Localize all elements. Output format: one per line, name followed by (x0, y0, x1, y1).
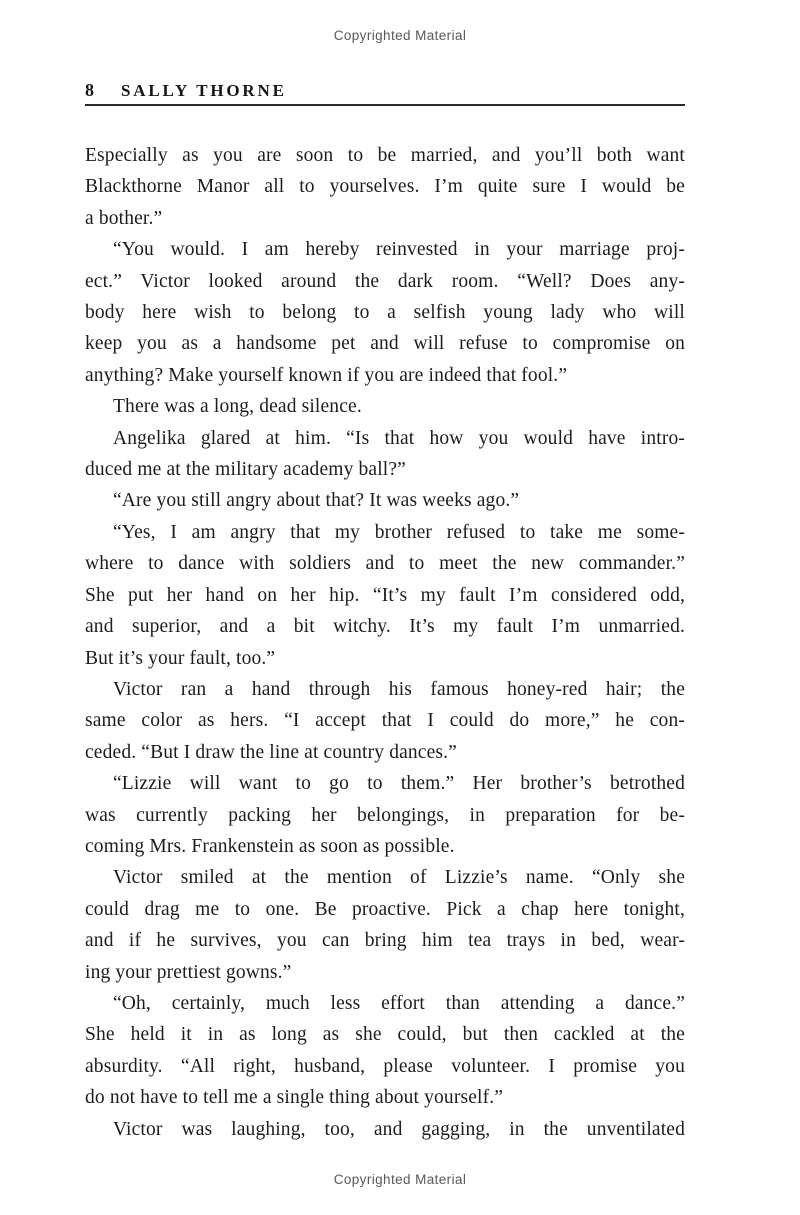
text-line: Angelika glared at him. “Is that how you would have intro- (113, 427, 685, 449)
text-line: “Yes, I am angry that my brother refused to take me some- (113, 521, 685, 543)
author-name: SALLY THORNE (121, 81, 287, 100)
text-line: ect.” Victor looked around the dark room. “Well? Does any- (85, 270, 685, 292)
text-line: was currently packing her belongings, in preparation for be- (85, 804, 685, 826)
text-line: She held it in as long as she could, but then cackled at the (85, 1024, 685, 1046)
copyright-notice-bottom: Copyrighted Material (333, 1172, 467, 1187)
text-line: same color as hers. “I accept that I could do more,” he con- (85, 710, 685, 732)
text-line: “Are you still angry about that? It was weeks ago.” (113, 490, 520, 512)
text-line: absurdity. “All right, husband, please volunteer. I promise you (85, 1055, 685, 1077)
text-line: ing your prettiest gowns.” (85, 961, 292, 983)
text-line: and superior, and a bit witchy. It’s my fault I’m unmarried. (85, 616, 685, 638)
text-line: “You would. I am hereby reinvested in your marriage proj- (113, 239, 685, 261)
text-line: “Lizzie will want to go to them.” Her brother’s betrothed (113, 773, 685, 795)
text-line: where to dance with soldiers and to meet the new commander.” (85, 553, 685, 575)
text-line: Victor ran a hand through his famous honey-red hair; the (113, 678, 685, 700)
text-line: do not have to tell me a single thing about yourself.” (85, 1087, 504, 1109)
text-line: She put her hand on her hip. “It’s my fault I’m considered odd, (85, 584, 685, 606)
text-line: duced me at the military academy ball?” (85, 459, 406, 481)
text-line: But it’s your fault, too.” (85, 647, 276, 669)
text-line: and if he survives, you can bring him tea trays in bed, wear- (85, 930, 685, 952)
text-line: keep you as a handsome pet and will refuse to compromise on (85, 333, 685, 355)
text-line: could drag me to one. Be proactive. Pick a chap here tonight, (85, 898, 685, 920)
text-line: Victor smiled at the mention of Lizzie’s name. “Only she (113, 867, 685, 889)
text-line: “Oh, certainly, much less effort than attending a dance.” (113, 992, 685, 1014)
text-line: There was a long, dead silence. (113, 396, 362, 418)
copyright-notice-top: Copyrighted Material (333, 28, 467, 43)
text-line: coming Mrs. Frankenstein as soon as possible. (85, 835, 455, 857)
page-number: 8 (85, 80, 95, 100)
text-line: ceded. “But I draw the line at country dances.” (85, 741, 457, 763)
header-rule (85, 104, 685, 106)
text-line: a bother.” (85, 207, 163, 229)
text-line: Especially as you are soon to be married, and you’ll both want (85, 145, 685, 166)
page-header (85, 80, 685, 101)
text-line: Blackthorne Manor all to yourselves. I’m quite sure I would be (85, 176, 685, 198)
text-line: body here wish to belong to a selfish young lady who will (85, 302, 685, 324)
text-line: Victor was laughing, too, and gagging, in the unventilated (113, 1118, 685, 1140)
page-body (85, 140, 685, 1145)
text-line: anything? Make yourself known if you are indeed that fool.” (85, 364, 568, 386)
